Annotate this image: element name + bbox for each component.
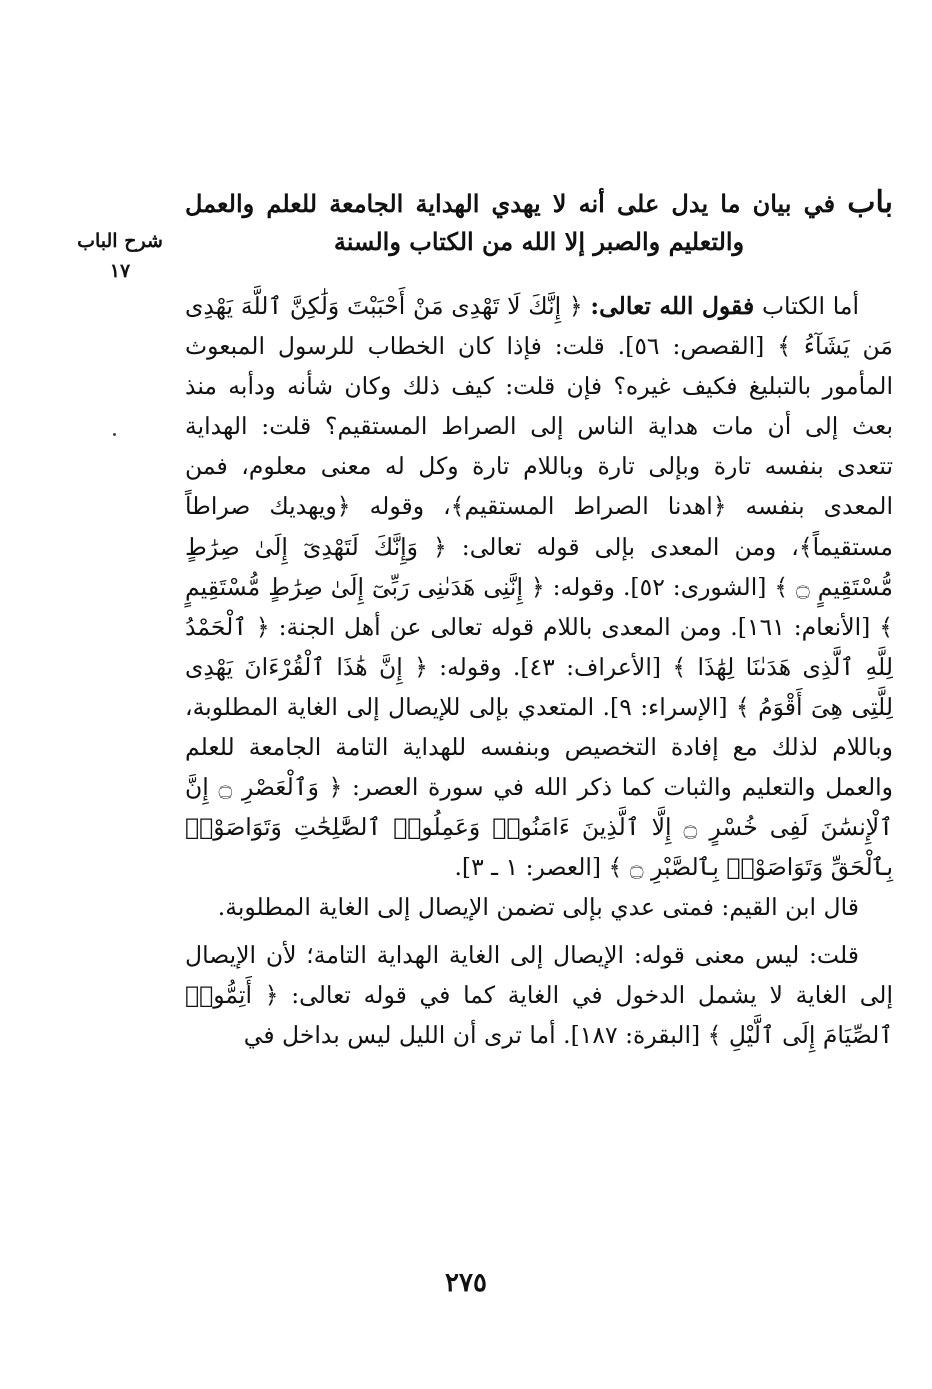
body-text	[185, 286, 893, 1055]
chapter-title: في بيان ما يدل على أنه لا يهدي الهداية الجامعة للعلم والعمل والتعليم والصبر إلا الله من الكتاب والسنة	[185, 189, 836, 256]
margin-note	[60, 226, 180, 286]
paragraph-3	[185, 935, 893, 1055]
paragraph-3-text: قلت: ليس معنى قوله: الإيصال إلى الغاية الهداية التامة؛ لأن الإيصال إلى الغاية لا يشمل الدخول في الغاية كما في قوله تعالى: ﴿ أَتِمُّوا۟ ٱلصِّيَامَ إِلَى ٱلَّيْلِ ﴾ [البقرة: ١٨٧]. أما ترى أن الليل ليس بداخل في	[185, 940, 893, 1049]
chapter-heading	[185, 184, 893, 261]
paragraph-1-text: ﴿ إِنَّكَ لَا تَهْدِى مَنْ أَحْبَبْتَ وَلَٰكِنَّ ٱللَّهَ يَهْدِى مَن يَشَآءُ ﴾ [القصص: ٥٦]. قلت: فإذا كان الخطاب للرسول المبعوث المأمور بالتبليغ فكيف غيره؟ فإن قلت: كيف ذلك وكان شأنه ودأبه منذ بعث إلى أن مات هداية الناس إلى الصراط المستقيم؟ قلت: الهداية تتعدى بنفسه تارة وبإلى تارة وباللام تارة وكل له معنى معلوم، فمن المعدى بنفسه ﴿اهدنا الصراط المستقيم﴾، وقوله ﴿ويهديك صراطاً مستقيماً﴾، ومن المعدى بإلى قوله تعالى: ﴿ وَإِنَّكَ لَتَهْدِىٓ إِلَىٰ صِرَٰطٍ مُّسْتَقِيمٍ ۝ ﴾ [الشورى: ٥٢]. وقوله: ﴿ إِنَّنِى هَدَىٰنِى رَبِّىٓ إِلَىٰ صِرَٰطٍ مُّسْتَقِيمٍ ﴾ [الأنعام: ١٦١]. ومن المعدى باللام قوله تعالى عن أهل الجنة: ﴿ ٱلْحَمْدُ لِلَّهِ ٱلَّذِى هَدَىٰنَا لِهَٰذَا ﴾ [الأعراف: ٤٣]. وقوله: ﴿ إِنَّ هَٰذَا ٱلْقُرْءَانَ يَهْدِى لِلَّتِى هِىَ أَقْوَمُ ﴾ [الإسراء: ٩]. المتعدي بإلى للإيصال إلى الغاية المطلوبة، وباللام لذلك مع إفادة التخصيص وبنفسه للهداية التامة الجامعة للعلم والعمل والتعليم والثبات كما ذكر الله في سورة العصر: ﴿ وَٱلْعَصْرِ ۝ إِنَّ ٱلْإِنسَٰنَ لَفِى خُسْرٍ ۝ إِلَّا ٱلَّذِينَ ءَامَنُوا۟ وَعَمِلُوا۟ ٱلصَّٰلِحَٰتِ وَتَوَاصَوْا۟ بِٱلْحَقِّ وَتَوَاصَوْا۟ بِٱلصَّبْرِ ۝ ﴾ [العصر: ١ ـ ٣].	[185, 292, 894, 882]
chapter-lead-word: باب	[847, 185, 893, 220]
margin-note-title: شرح الباب	[77, 230, 163, 252]
paragraph-2-text: قال ابن القيم: فمتى عدي بإلى تضمن الإيصال إلى الغاية المطلوبة.	[217, 893, 859, 922]
margin-note-number: ١٧	[109, 260, 131, 282]
paragraph-1-lead: أما الكتاب	[761, 292, 859, 320]
page-number: ٢٧٥	[445, 1268, 487, 1298]
paragraph-1-bold: فقول الله تعالى:	[590, 292, 755, 320]
paragraph-1	[185, 286, 893, 887]
margin-dot	[113, 433, 116, 436]
paragraph-2	[185, 887, 893, 927]
